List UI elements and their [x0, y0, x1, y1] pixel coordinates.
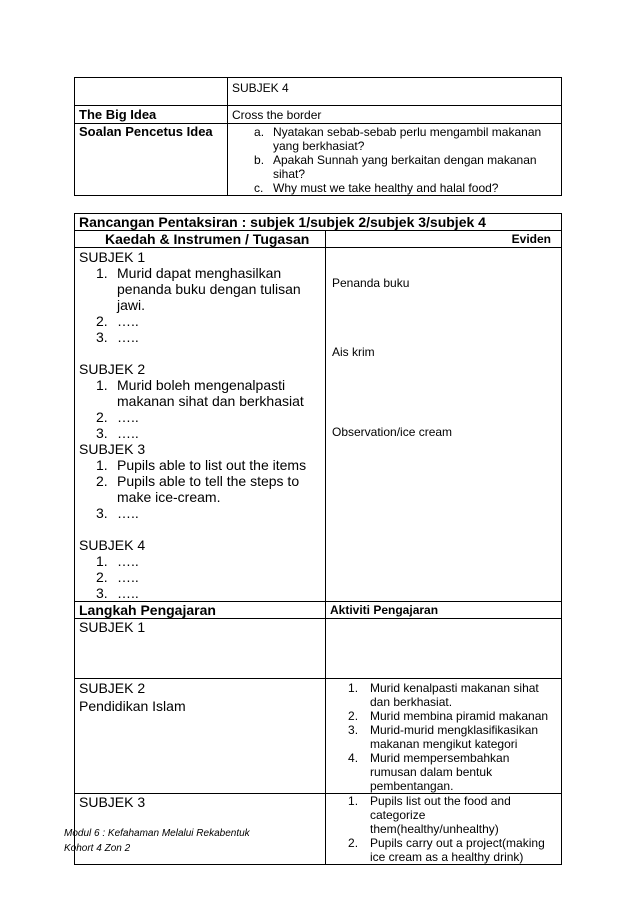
kaedah-header: Kaedah & Instrumen / Tugasan: [75, 231, 326, 248]
subjek1-heading: SUBJEK 1: [79, 249, 146, 265]
list-item: …..: [117, 585, 139, 601]
subjek4-list: [79, 553, 321, 601]
list-item: Murid dapat menghasilkan penanda buku dengan tulisan jawi.: [117, 265, 301, 313]
langkah-subjek3: SUBJEK 3: [75, 794, 326, 865]
soalan-item: Apakah Sunnah yang berkaitan dengan makanan sihat?: [273, 153, 537, 181]
eviden-subjek3: Observation/ice cream: [332, 425, 453, 439]
list-item: …..: [117, 425, 139, 441]
aktiviti-subjek3: [326, 794, 562, 865]
list-item: Pupils carry out a project(making ice cream as a healthy drink): [370, 836, 545, 864]
empty-header-cell: [75, 78, 228, 106]
subjek3-list: [79, 457, 321, 521]
aktiviti-subjek1: [326, 619, 562, 679]
eviden-subjek2: Ais krim: [332, 345, 375, 359]
aktiviti-subjek3-list: [330, 794, 557, 864]
list-item: Murid-murid mengklasifikasikan makanan mengikut kategori: [370, 723, 539, 751]
list-item: …..: [117, 505, 139, 521]
subjek1-list: [79, 265, 321, 345]
subjek3-heading: SUBJEK 3: [79, 441, 146, 457]
pentaksiran-title: Rancangan Pentaksiran : subjek 1/subjek 2/subjek 3/subjek 4: [75, 214, 562, 231]
langkah-subjek2-cell: [75, 679, 326, 794]
list-item: Pupils able to list out the items: [117, 457, 307, 473]
list-item: Pupils able to tell the steps to make ice-cream.: [117, 473, 300, 505]
langkah-subjek1: SUBJEK 1: [75, 619, 326, 679]
idea-table: [74, 77, 562, 196]
subjek4-heading: SUBJEK 4: [79, 537, 146, 553]
subjek-header: SUBJEK 4: [228, 78, 562, 106]
list-item: Pupils list out the food and categorize them(healthy/unhealthy): [370, 794, 511, 836]
list-item: Murid kenalpasti makanan sihat dan berkhasiat.: [370, 681, 539, 709]
list-item: Murid boleh mengenalpasti makanan sihat dan berkhasiat: [117, 377, 304, 409]
pentaksiran-table: [74, 213, 562, 865]
soalan-list-cell: [228, 124, 562, 196]
footer-kohort: Kohort 4 Zon 2: [64, 843, 131, 854]
list-item: …..: [117, 329, 139, 345]
langkah-subjek2-sub: Pendidikan Islam: [79, 698, 186, 714]
list-item: Murid mempersembahkan rumusan dalam bentuk pembentangan.: [370, 751, 510, 793]
list-item: …..: [117, 553, 139, 569]
soalan-label: Soalan Pencetus Idea: [75, 124, 228, 196]
big-idea-value: Cross the border: [228, 106, 562, 124]
list-item: …..: [117, 569, 139, 585]
soalan-item: Why must we take healthy and halal food?: [273, 181, 499, 195]
subjek2-heading: SUBJEK 2: [79, 361, 146, 377]
list-item: …..: [117, 409, 139, 425]
eviden-subjek1: Penanda buku: [332, 276, 410, 290]
aktiviti-header: Aktiviti Pengajaran: [326, 602, 562, 619]
big-idea-label: The Big Idea: [75, 106, 228, 124]
aktiviti-subjek2-list: [330, 681, 557, 793]
footer-module: Modul 6 : Kefahaman Melalui Rekabentuk: [64, 828, 250, 839]
subjek2-list: [79, 377, 321, 441]
langkah-header: Langkah Pengajaran: [75, 602, 326, 619]
eviden-cell: [326, 248, 562, 602]
aktiviti-subjek2: [326, 679, 562, 794]
kaedah-cell: [75, 248, 326, 602]
list-item: Murid membina piramid makanan: [370, 709, 549, 723]
list-item: …..: [117, 313, 139, 329]
eviden-header: Eviden: [326, 231, 562, 248]
soalan-item: Nyatakan sebab-sebab perlu mengambil makanan yang berkhasiat?: [273, 125, 542, 153]
soalan-list: [232, 125, 557, 195]
langkah-subjek2: SUBJEK 2: [79, 680, 146, 696]
